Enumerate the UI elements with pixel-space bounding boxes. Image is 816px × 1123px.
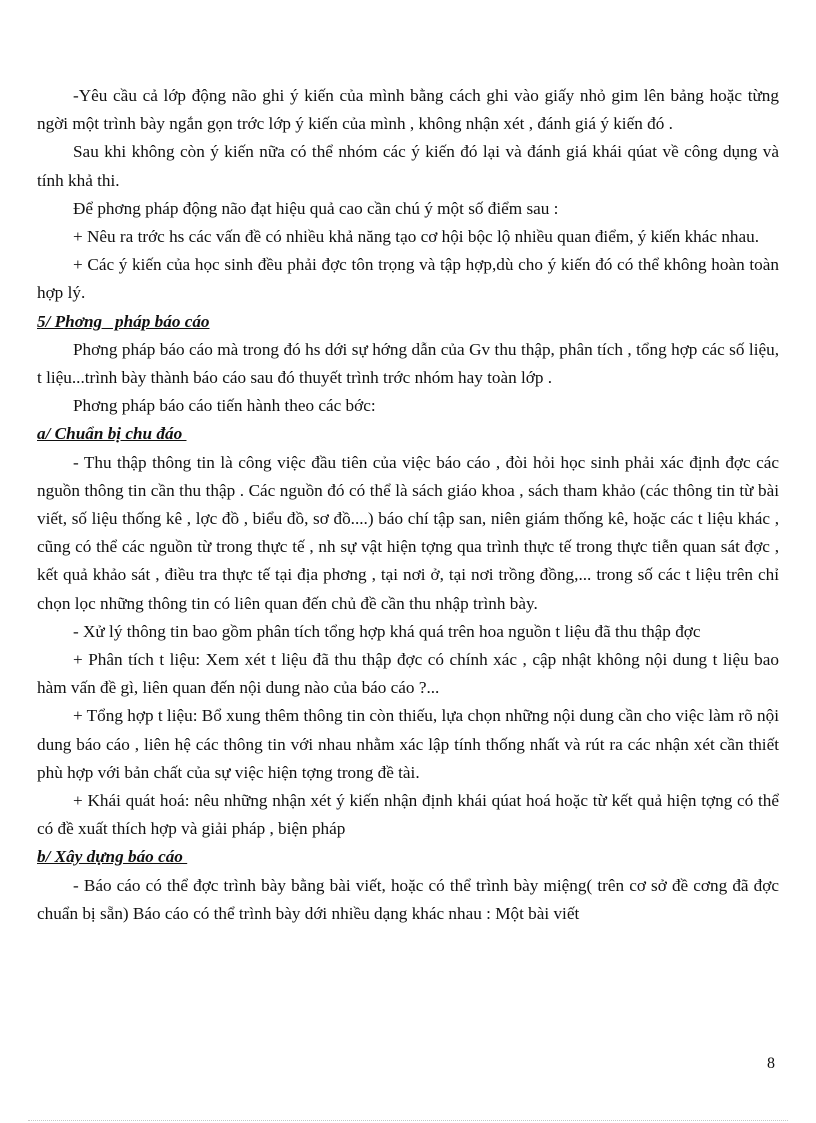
subheading-preparation: a/ Chuẩn bị chu đáo [37, 424, 187, 444]
paragraph-analysis: + Phân tích t liệu: Xem xét t liệu đã thu thập đợc có chính xác , cập nhật không nội dung t liệu bao hàm vấn đề gì, liên quan đến nội dung nào của báo cáo ?... [37, 650, 779, 698]
paragraph-brainstorm-note-1: + Nêu ra trớc hs các vấn đề có nhiều khả năng tạo cơ hội bộc lộ nhiều quan điểm, ý kiến khác nhau. [73, 227, 760, 247]
paragraph-report-steps: Phơng pháp báo cáo tiến hành theo các bớc: [73, 396, 376, 416]
subheading-build-report: b/ Xây dựng báo cáo [37, 847, 188, 867]
footer-divider [28, 1120, 788, 1121]
page-number: 8 [767, 1055, 775, 1072]
paragraph-process-information: - Xử lý thông tin bao gồm phân tích tổng hợp khá quá trên hoa nguồn t liệu đã thu thập đợc [73, 621, 701, 641]
paragraph-report-definition: Phơng pháp báo cáo mà trong đó hs dới sự hớng dẫn của Gv thu thập, phân tích , tổng hợp các số liệu, t liệu...trình bày thành báo cáo sau đó thuyết trình trớc nhóm hay toàn lớp . [37, 339, 779, 388]
paragraph-synthesis: + Tổng hợp t liệu: Bổ xung thêm thông tin còn thiếu, lựa chọn những nội dung cần cho việc làm rõ nội dung báo cáo , liên hệ các thông tin với nhau nhằm xác lập tính thống nhất và rút ra các nhận xét cần thiết phù hợp với bản chất của sự việc hiện tợng trong đề tài. [37, 706, 779, 782]
paragraph-generalization: + Khái quát hoá: nêu những nhận xét ý kiến nhận định khái qúat hoá hoặc từ kết quả hiện tợng có thể có đề xuất thích hợp và giải pháp , biện pháp [37, 791, 779, 839]
paragraph-brainstorm-write: -Yêu cầu cả lớp động não ghi ý kiến của mình bằng cách ghi vào giấy nhỏ gim lên bảng hoặc từng ngời một trình bày ngắn gọn trớc lớp ý kiến của mình , không nhận xét , đánh giá ý kiến đó . [37, 86, 779, 134]
paragraph-brainstorm-note-2: + Các ý kiến của học sinh đều phải đợc tôn trọng và tập hợp,dù cho ý kiến đó có thể không hoàn toàn hợp lý. [37, 255, 779, 303]
paragraph-brainstorm-group: Sau khi không còn ý kiến nữa có thể nhóm các ý kiến đó lại và đánh giá khái qúat về công dụng và tính khả thi. [37, 142, 779, 190]
paragraph-brainstorm-notes: Để phơng pháp động não đạt hiệu quả cao cần chú ý một số điểm sau : [73, 198, 559, 218]
section-heading-report-method: 5/ Phơng pháp báo cáo [37, 311, 210, 331]
paragraph-collect-information: - Thu thập thông tin là công việc đầu tiên của việc báo cáo , đòi hỏi học sinh phải xác định đợc các nguồn thông tin cần thu thập . Các nguồn đó có thể là sách giáo khoa , sách tham khảo (các thông tin từ bài viết, số liệu thống kê , lợc đồ , biểu đồ, sơ đồ....) báo chí tập san, niên giám thống kê, hoặc các t liệu khác , cũng có thể các nguồn từ trong thực tế , nh sự vật hiện tợng qua trình thực tế trong thực tiễn quan sát đợc , kết quả khảo sát , điều tra thực tế tại địa phơng , tại nơi ở, tại nơi trồng đồng,... trong số các t liệu trên chỉ chọn lọc những thông tin có liên quan đến chủ đề cần thu nhập trình bày. [37, 452, 779, 613]
paragraph-report-presentation: - Báo cáo có thể đợc trình bày bằng bài viết, hoặc có thể trình bày miệng( trên cơ sở đề cơng đã đợc chuẩn bị sẵn) Báo cáo có thể trình bày dới nhiều dạng khác nhau : Một bài viết [37, 875, 779, 923]
document-page [37, 82, 779, 928]
